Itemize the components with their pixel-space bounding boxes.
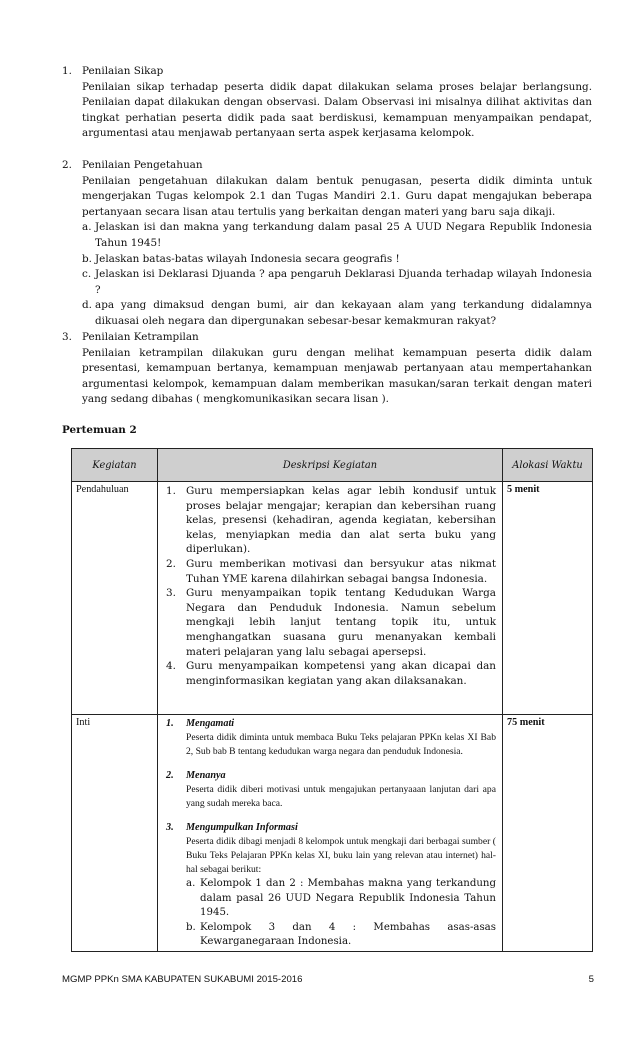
section-body: Penilaian sikap terhadap peserta didik dapat dilakukan selama proses belajar berlangsung. Penilaian dapat dilakukan dengan observasi. Dalam Observasi ini misalnya dilihat aktivitas dan tingkat perhatian peserta didik pada saat berdiskusi, kemampuan menyampaikan pendapat, argumentasi atau menjawab pertanyaan serta aspek kerjasama kelompok. bbox=[82, 80, 592, 140]
question-item: a. Jelaskan isi dan makna yang terkandung dalam pasal 25 A UUD Negara Republik Indonesia Tahun 1945! bbox=[82, 221, 592, 249]
header-alokasi: Alokasi Waktu bbox=[503, 449, 593, 482]
activity-table bbox=[71, 448, 593, 952]
question-item: c. Jelaskan isi Deklarasi Djuanda ? apa pengaruh Deklarasi Djuanda terhadap wilayah Indonesia ? bbox=[82, 268, 592, 296]
section-heading: Penilaian Ketrampilan bbox=[82, 331, 199, 343]
section-number: 1. bbox=[62, 65, 72, 77]
section-heading: Penilaian Pengetahuan bbox=[82, 159, 203, 171]
step-description: Peserta didik diberi motivasi untuk mengajukan pertanyaaan lanjutan dari apa yang sudah mereka baca. bbox=[186, 784, 496, 809]
alokasi-cell: 5 menit bbox=[503, 482, 593, 715]
header-deskripsi: Deskripsi Kegiatan bbox=[158, 449, 503, 482]
table-row bbox=[72, 715, 593, 952]
pertemuan-heading: Pertemuan 2 bbox=[62, 424, 137, 436]
alokasi-cell: 75 menit bbox=[503, 715, 593, 952]
list-item: 2. Guru memberikan motivasi dan bersyukur atas nikmat Tuhan YME karena dilahirkan sebagai bangsa Indonesia. bbox=[166, 557, 496, 585]
step-heading: 1. Mengamati bbox=[166, 718, 235, 729]
section-penilaian-ketrampilan bbox=[62, 330, 592, 408]
section-number: 3. bbox=[62, 331, 72, 343]
page-footer bbox=[62, 974, 594, 985]
list-item: 1. Guru mempersiapkan kelas agar lebih kondusif untuk proses belajar mengajar; kerapian dan kebersihan ruang kelas, presensi (kehadiran, agenda kegiatan, kebersihan kelas, menyiapkan media dan alat serta buku yang diperlukan). bbox=[166, 485, 496, 556]
section-penilaian-pengetahuan bbox=[62, 158, 592, 330]
section-body: Penilaian ketrampilan dilakukan guru dengan melihat kemampuan peserta didik dalam presentasi, kemampuan bertanya, kemampuan menjawab pertanyaan atau mempertahankan argumentasi kelompok, kemampuan dalam memberikan masukan/saran terkait dengan materi yang sedang dibahas ( mengkomunikasikan secara lisan ). bbox=[82, 346, 592, 406]
footer-text: MGMP PPKn SMA KABUPATEN SUKABUMI 2015-2016 bbox=[62, 974, 303, 985]
header-kegiatan: Kegiatan bbox=[72, 449, 158, 482]
question-item: b. Jelaskan batas-batas wilayah Indonesia secara geografis ! bbox=[82, 252, 400, 265]
table-header-row bbox=[72, 449, 593, 482]
section-penilaian-sikap bbox=[62, 64, 592, 142]
section-body: Penilaian pengetahuan dilakukan dalam bentuk penugasan, peserta didik diminta untuk mengerjakan Tugas kelompok 2.1 dan Tugas Mandiri 2.1. Guru dapat mengajukan beberapa pertanyaan secara lisan atau tertulis yang berkaitan dengan materi yang baru saja dikaji. bbox=[82, 174, 592, 218]
kegiatan-cell: Inti bbox=[72, 715, 158, 952]
deskripsi-cell bbox=[158, 715, 503, 952]
kelompok-item: a. Kelompok 1 dan 2 : Membahas makna yang terkandung dalam pasal 26 UUD Negara Republik Indonesia Tahun 1945. bbox=[186, 878, 496, 919]
kelompok-item: b. Kelompok 3 dan 4 : Membahas asas-asas Kewarganegaraan Indonesia. bbox=[186, 921, 496, 948]
question-item: d. apa yang dimaksud dengan bumi, air dan kekayaan alam yang terkandung didalamnya dikuasai oleh negara dan dipergunakan sebesar-besar kemakmuran rakyat? bbox=[82, 299, 592, 327]
kegiatan-cell: Pendahuluan bbox=[72, 482, 158, 715]
deskripsi-cell bbox=[158, 482, 503, 715]
list-item: 4. Guru menyampaikan kompetensi yang akan dicapai dan menginformasikan kegiatan yang akan dilaksanakan. bbox=[166, 660, 496, 687]
step-description: Peserta didik dibagi menjadi 8 kelompok untuk mengkaji dari berbagai sumber ( Buku Teks Pelajaran PPKn kelas XI, buku lain yang relevan atau internet) hal-hal sebagai berikut: bbox=[186, 836, 496, 875]
list-item: 3. Guru menyampaikan topik tentang Kedudukan Warga Negara dan Penduduk Indonesia. Namun sebelum mengkaji lebih lanjut tentang topik itu, untuk menghangatkan suasana guru menanyakan kembali materi pelajaran yang lalu sebagai apersepsi. bbox=[166, 587, 496, 658]
step-heading: 3. Mengumpulkan Informasi bbox=[166, 822, 298, 833]
section-number: 2. bbox=[62, 159, 72, 171]
page-number: 5 bbox=[588, 974, 594, 985]
step-description: Peserta didik diminta untuk membaca Buku Teks pelajaran PPKn kelas XI Bab 2, Sub bab B tentang kedudukan warga negara dan penduduk Indonesia. bbox=[186, 732, 496, 757]
step-heading: 2. Menanya bbox=[166, 770, 226, 781]
table-row bbox=[72, 482, 593, 715]
section-heading: Penilaian Sikap bbox=[82, 65, 164, 77]
